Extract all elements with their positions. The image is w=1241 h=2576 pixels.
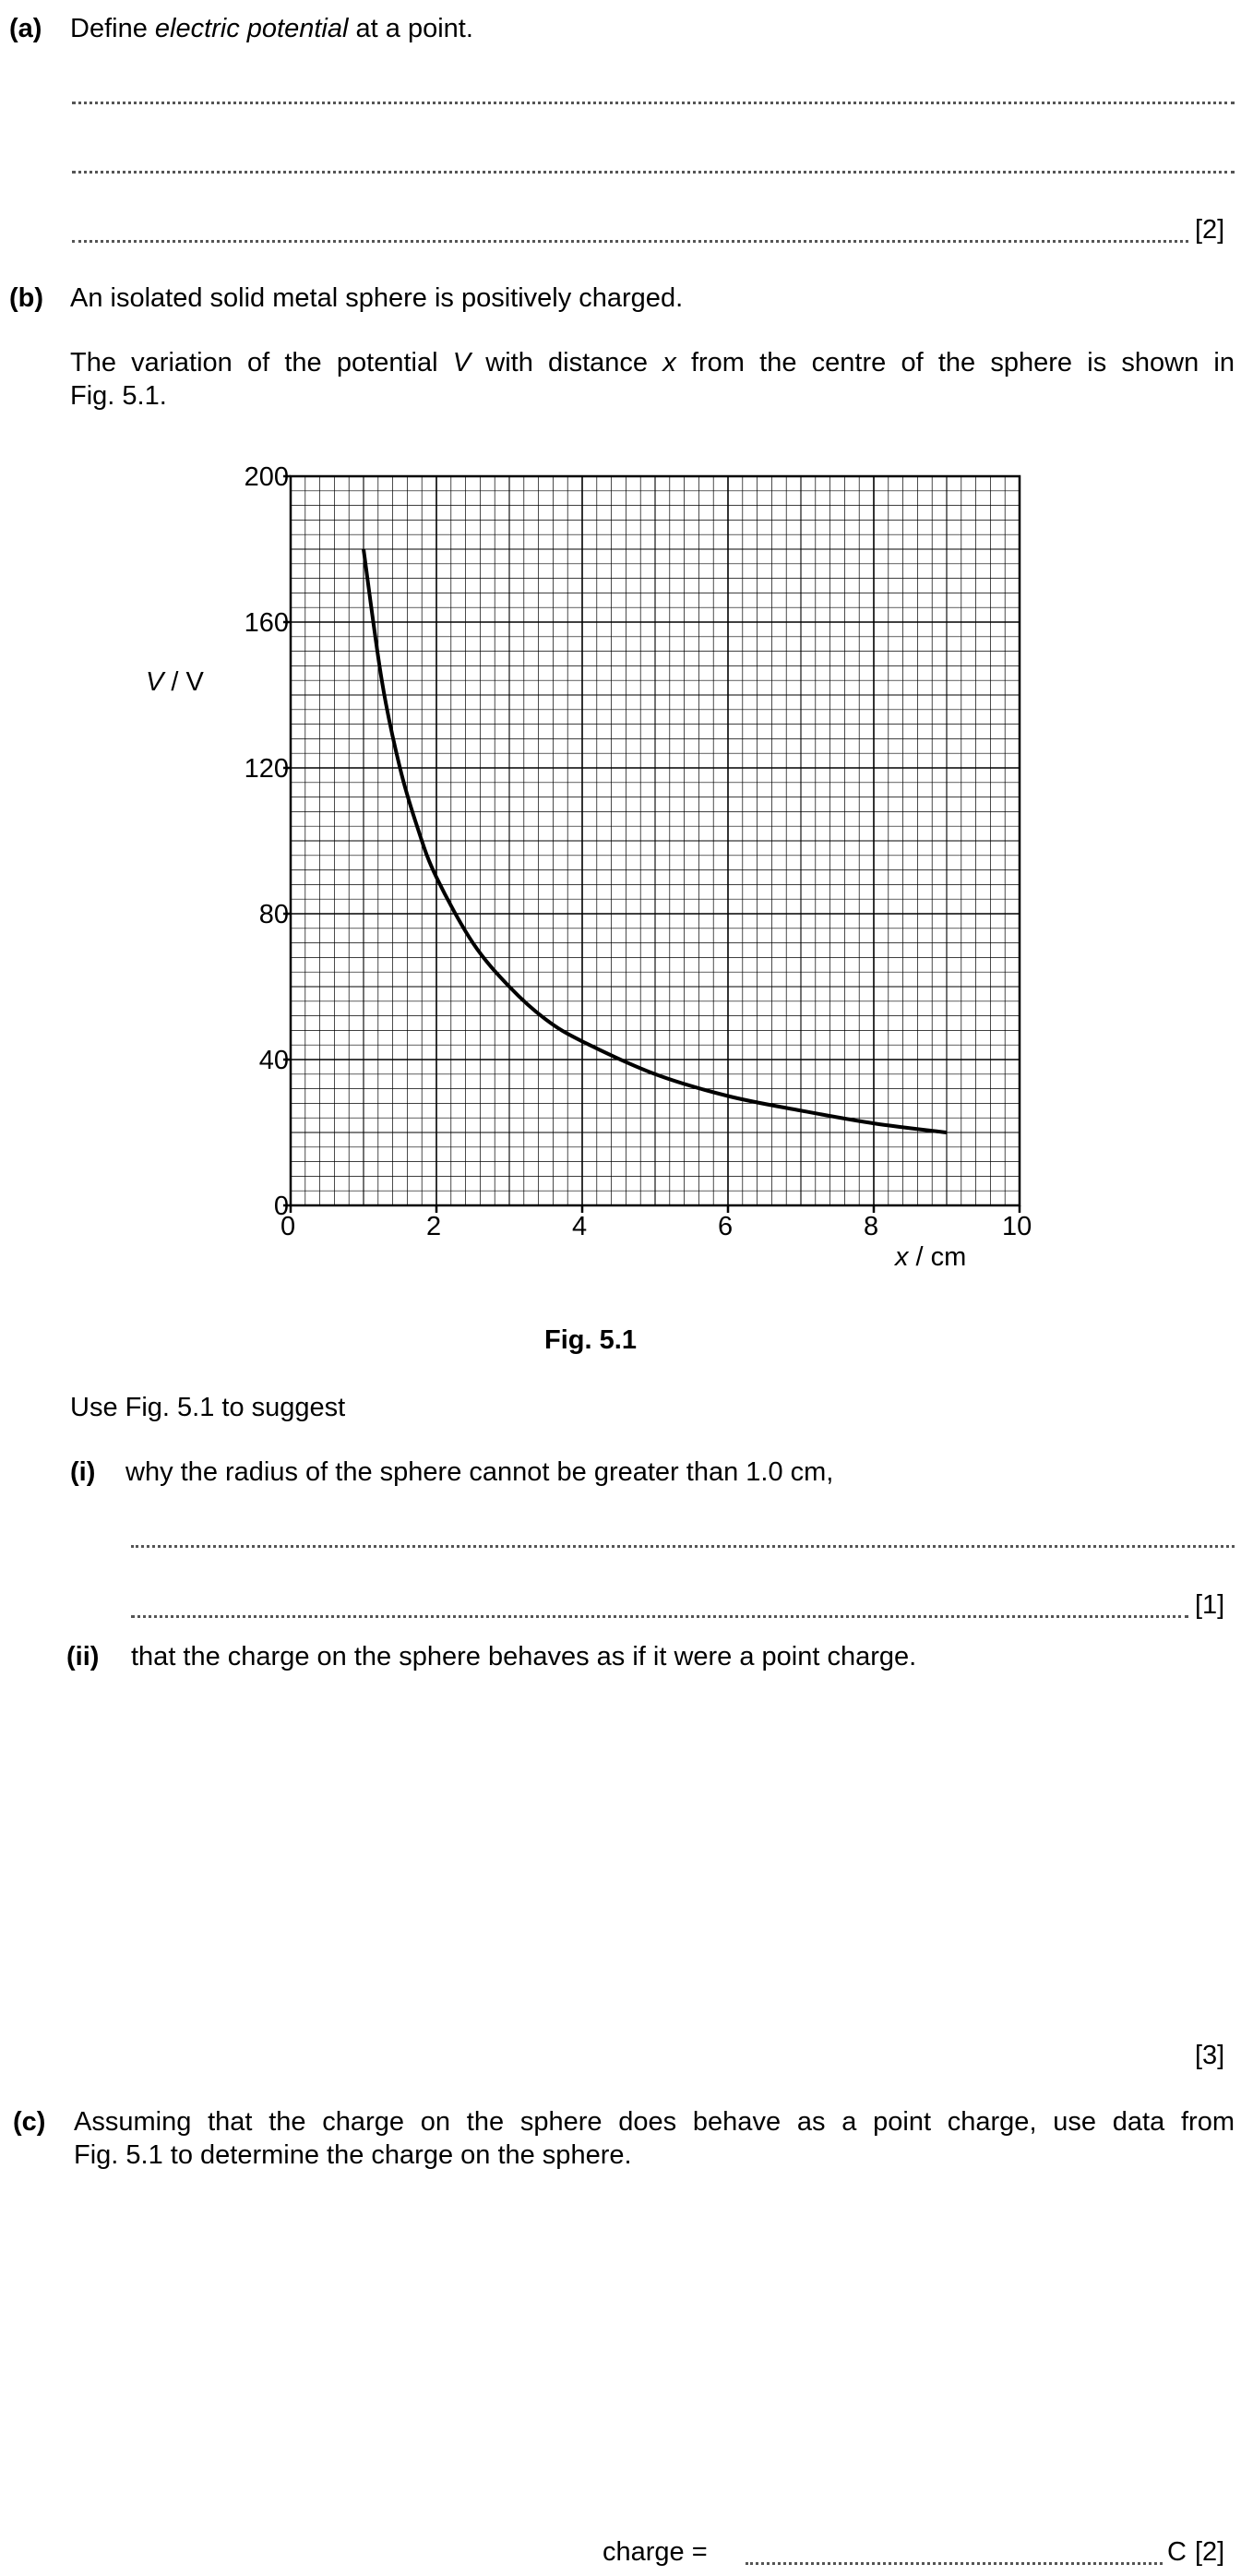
y-axis-label xyxy=(146,666,204,699)
desc-3: from the centre of the sphere is shown in xyxy=(675,348,1235,377)
axis-ticks xyxy=(283,476,1020,1213)
answer-line-i2[interactable] xyxy=(131,1615,1188,1618)
desc-var-v: V xyxy=(452,348,471,377)
x-tick-0: 0 xyxy=(280,1212,296,1241)
part-a-prompt-after: at a point. xyxy=(348,14,473,43)
part-c-marks: [2] xyxy=(1195,2537,1225,2567)
figure-caption: Fig. 5.1 xyxy=(544,1325,637,1355)
answer-line-i1[interactable] xyxy=(131,1545,1235,1548)
grid-minor xyxy=(291,476,1020,1205)
part-a-marks: [2] xyxy=(1195,215,1225,245)
part-a-label: (a) xyxy=(9,14,42,43)
charge-answer-label: charge = xyxy=(603,2537,708,2567)
y-axis-var: V xyxy=(146,667,164,697)
desc-2: with distance xyxy=(471,348,663,377)
desc-var-x: x xyxy=(662,348,676,377)
charge-unit: C xyxy=(1167,2537,1187,2567)
x-axis-var: x xyxy=(895,1242,909,1272)
charge-answer-line[interactable] xyxy=(746,2562,1163,2565)
y-axis-unit: / V xyxy=(163,667,204,697)
desc-1: The variation of the potential xyxy=(70,348,453,377)
part-b-intro: An isolated solid metal sphere is positively charged. xyxy=(70,283,684,313)
sub-i-label: (i) xyxy=(70,1457,96,1487)
y-tick-0: 0 xyxy=(273,1192,289,1221)
part-a-prompt-before: Define xyxy=(70,14,155,43)
part-c-text-line1: Assuming that the charge on the sphere does behave as a point charge, use data from xyxy=(74,2107,1235,2137)
x-tick-8: 8 xyxy=(864,1212,879,1241)
part-c-label: (c) xyxy=(13,2107,46,2137)
x-axis-unit: / cm xyxy=(908,1242,967,1272)
y-tick-120: 120 xyxy=(244,754,289,784)
y-tick-160: 160 xyxy=(244,608,289,638)
x-axis-label xyxy=(895,1241,966,1274)
sub-ii-marks: [3] xyxy=(1195,2041,1225,2070)
use-text: Use Fig. 5.1 to suggest xyxy=(70,1393,346,1422)
part-c-text-line2: Fig. 5.1 to determine the charge on the sphere. xyxy=(74,2140,632,2170)
x-tick-10: 10 xyxy=(1002,1212,1032,1241)
sub-i-text: why the radius of the sphere cannot be greater than 1.0 cm, xyxy=(125,1457,834,1487)
sub-ii-label: (ii) xyxy=(66,1642,100,1671)
y-tick-80: 80 xyxy=(258,900,289,929)
x-tick-2: 2 xyxy=(426,1212,442,1241)
part-b-description-line2: Fig. 5.1. xyxy=(70,381,167,411)
part-a-prompt-italic: electric potential xyxy=(154,14,349,43)
sub-ii-text: that the charge on the sphere behaves as if it were a point charge. xyxy=(131,1642,917,1671)
y-tick-40: 40 xyxy=(258,1046,289,1075)
x-tick-6: 6 xyxy=(718,1212,734,1241)
x-tick-4: 4 xyxy=(572,1212,588,1241)
part-b-label: (b) xyxy=(9,283,44,313)
y-tick-200: 200 xyxy=(244,462,289,492)
sub-i-marks: [1] xyxy=(1195,1590,1225,1620)
